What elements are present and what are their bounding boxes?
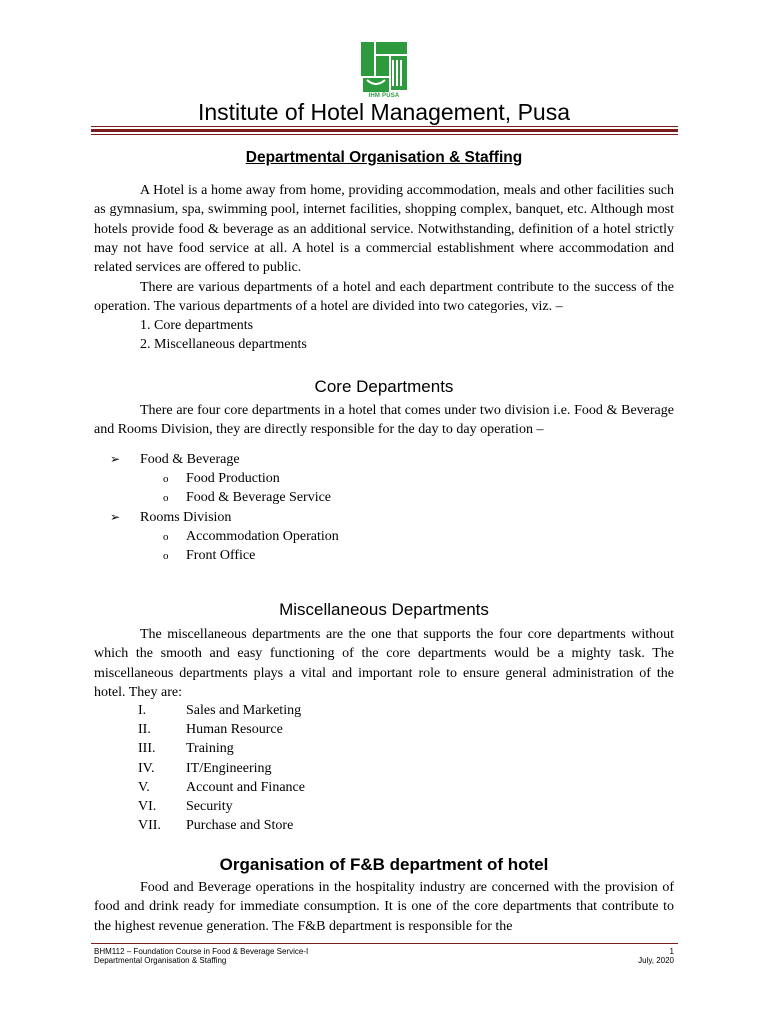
- header-rule-top: [91, 126, 678, 127]
- division-food-beverage: Food & Beverage: [140, 452, 240, 467]
- circle-bullet-icon: o: [163, 550, 169, 562]
- list-item-number: IV.: [138, 761, 155, 776]
- list-item-text: Sales and Marketing: [186, 703, 302, 718]
- document-title: Departmental Organisation & Staffing: [245, 149, 523, 166]
- footer-page-number: 1: [669, 947, 674, 956]
- list-item-text: Account and Finance: [186, 780, 305, 795]
- arrow-bullet-icon: ➢: [110, 452, 121, 466]
- list-item-text: Training: [186, 741, 234, 756]
- fb-paragraph: Food and Beverage operations in the hospitality industry are concerned with the provision of food and drink ready for immediate consumption. It is one of the core departments that contribute to the highest revenue generation. The F&B department is responsible for the: [94, 880, 674, 934]
- footer-course: BHM112 – Foundation Course in Food & Beverage Service-I: [94, 947, 309, 956]
- subdept-front-office: Front Office: [186, 548, 256, 563]
- list-item-number: III.: [138, 741, 156, 756]
- list-item-number: V.: [138, 780, 150, 795]
- footer-topic: Departmental Organisation & Staffing: [94, 956, 227, 965]
- ihm-logo: [361, 42, 407, 100]
- list-item-number: I.: [138, 703, 147, 718]
- circle-bullet-icon: o: [163, 473, 169, 485]
- subdept-fb-service: Food & Beverage Service: [186, 490, 332, 505]
- section-heading-fb: Organisation of F&B department of hotel: [219, 855, 549, 874]
- list-item-number: VI.: [138, 799, 157, 814]
- circle-bullet-icon: o: [163, 531, 169, 543]
- institute-title: Institute of Hotel Management, Pusa: [197, 99, 571, 125]
- list-item-number: II.: [138, 722, 151, 737]
- intro-paragraph-2: There are various departments of a hotel and each department contribute to the success of the operation. The various departments of a hotel are divided into two categories, viz. –: [94, 280, 674, 315]
- list-item-text: IT/Engineering: [186, 761, 272, 776]
- core-paragraph: There are four core departments in a hotel that comes under two division i.e. Food & Beverage and Rooms Division, they are directly responsible for the day to day operation –: [94, 403, 674, 438]
- footer-rule: [91, 943, 678, 944]
- logo-caption: IHM PUSA: [368, 93, 400, 99]
- footer-date: July, 2020: [638, 956, 674, 965]
- division-rooms: Rooms Division: [140, 510, 232, 525]
- circle-bullet-icon: o: [163, 492, 169, 504]
- misc-paragraph: The miscellaneous departments are the one that supports the four core departments without which the smooth and easy functioning of the core departments would be a mighty task. The miscellaneous departments plays a vital and important role to ensure general administration of the hotel. They are:: [94, 627, 674, 700]
- header-rule-main: [91, 129, 678, 132]
- subdept-food-production: Food Production: [186, 471, 280, 486]
- arrow-bullet-icon: ➢: [110, 510, 121, 524]
- list-item-text: Human Resource: [186, 722, 283, 737]
- category-item-misc: 2. Miscellaneous departments: [140, 337, 307, 352]
- list-item-text: Security: [186, 799, 233, 814]
- subdept-accommodation: Accommodation Operation: [186, 529, 339, 544]
- list-item-number: VII.: [138, 818, 161, 833]
- list-item-text: Purchase and Store: [186, 818, 294, 833]
- section-heading-core: Core Departments: [314, 377, 454, 396]
- intro-paragraph-1: A Hotel is a home away from home, providing accommodation, meals and other facilities such as gymnasium, spa, swimming pool, internet facilities, shopping complex, banquet, etc. Although most hotels provide food & beverage as an additional service. Notwithstanding, definition of a hotel strictly may not have food service at all. A hotel is a commercial establishment where accommodation and related services are offered to public.: [94, 183, 674, 276]
- header-rule-bottom: [91, 134, 678, 135]
- category-item-core: 1. Core departments: [140, 318, 254, 333]
- section-heading-misc: Miscellaneous Departments: [279, 600, 489, 619]
